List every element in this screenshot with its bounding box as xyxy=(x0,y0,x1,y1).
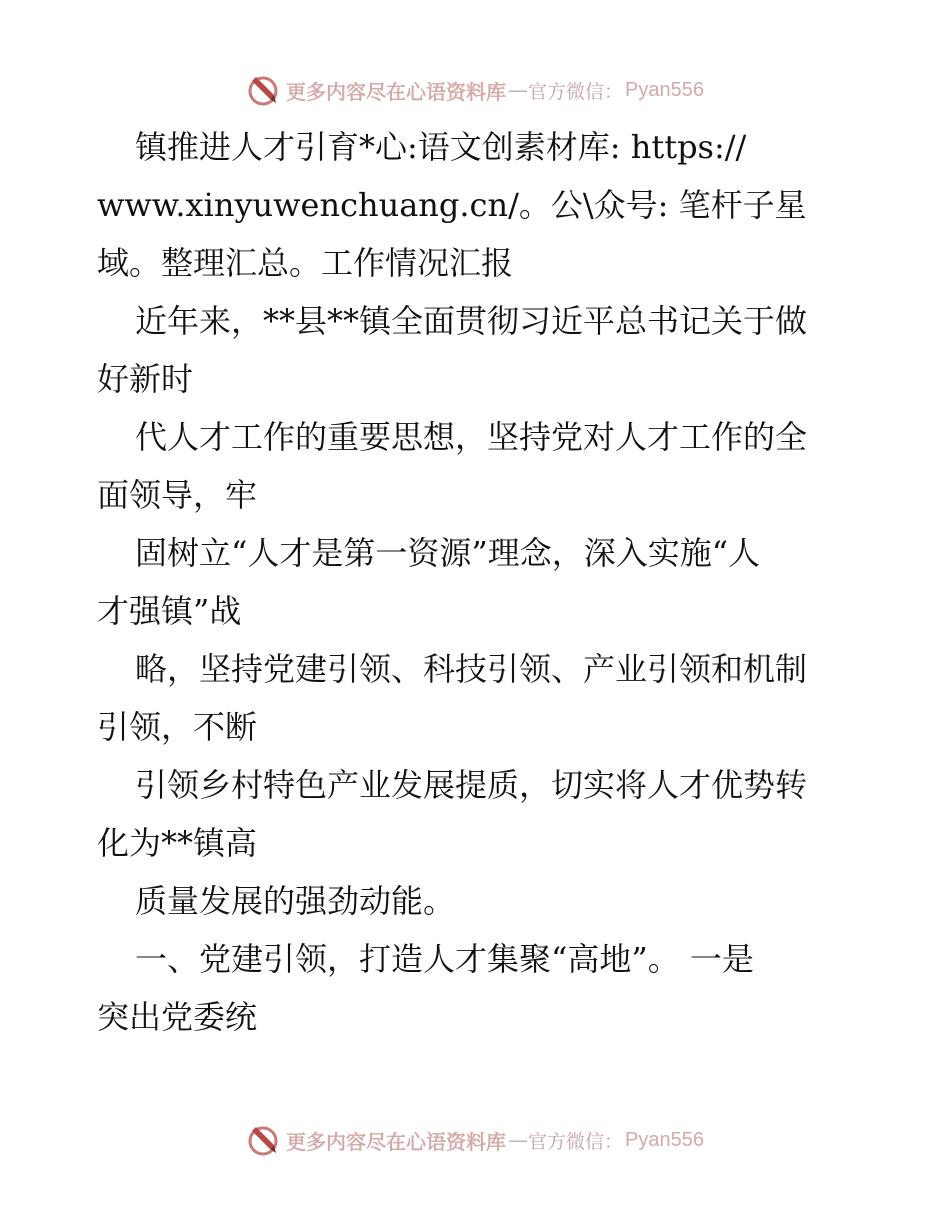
text-line: 面领导，牢 xyxy=(97,476,258,514)
banner-wechat-id: Pyan556 xyxy=(625,78,704,101)
header-watermark-banner xyxy=(0,70,950,110)
text-line: 好新时 xyxy=(97,360,194,398)
text-line: 化为**镇高 xyxy=(97,824,258,862)
footer-watermark-banner xyxy=(0,1120,950,1160)
text-line: 引领，不断 xyxy=(97,708,258,746)
text-line: 突出党委统 xyxy=(97,998,258,1036)
text-line: 才强镇”战 xyxy=(97,592,242,630)
banner-sub-text: 官方微信： xyxy=(528,80,624,103)
text-line: 镇推进人才引育*心:语文创素材库: https:// xyxy=(135,128,747,166)
text-line: 域。整理汇总。工作情况汇报 xyxy=(97,244,514,282)
pen-logo-icon xyxy=(246,73,280,107)
text-line: www.xinyuwenchuang.cn/。公\众号: 笔杆子星 xyxy=(97,186,807,224)
text-line: 略，坚持党建引领、科技引领、产业引领和机制 xyxy=(135,650,808,688)
pen-logo-icon xyxy=(246,1123,280,1157)
document-body xyxy=(97,118,857,1046)
banner-wechat-id: Pyan556 xyxy=(625,1128,704,1151)
text-line: 固树立“人才是第一资源”理念，深入实施“人 xyxy=(135,534,761,572)
text-line: 一、党建引领，打造人才集聚“高地”。 一是 xyxy=(135,940,754,978)
text-line: 代人才工作的重要思想，坚持党对人才工作的全 xyxy=(135,418,808,456)
banner-sub-text: 官方微信： xyxy=(528,1130,624,1153)
text-line: 引领乡村特色产业发展提质，切实将人才优势转 xyxy=(135,766,808,804)
banner-main-text: 更多内容尽在心语资料库 xyxy=(286,1129,506,1154)
banner-separator: — xyxy=(508,78,528,102)
banner-main-text: 更多内容尽在心语资料库 xyxy=(286,79,506,104)
text-line: 质量发展的强劲动能。 xyxy=(135,882,456,920)
banner-separator: — xyxy=(508,1128,528,1152)
text-line: 近年来，**县**镇全面贯彻习近平总书记关于做 xyxy=(135,302,808,340)
